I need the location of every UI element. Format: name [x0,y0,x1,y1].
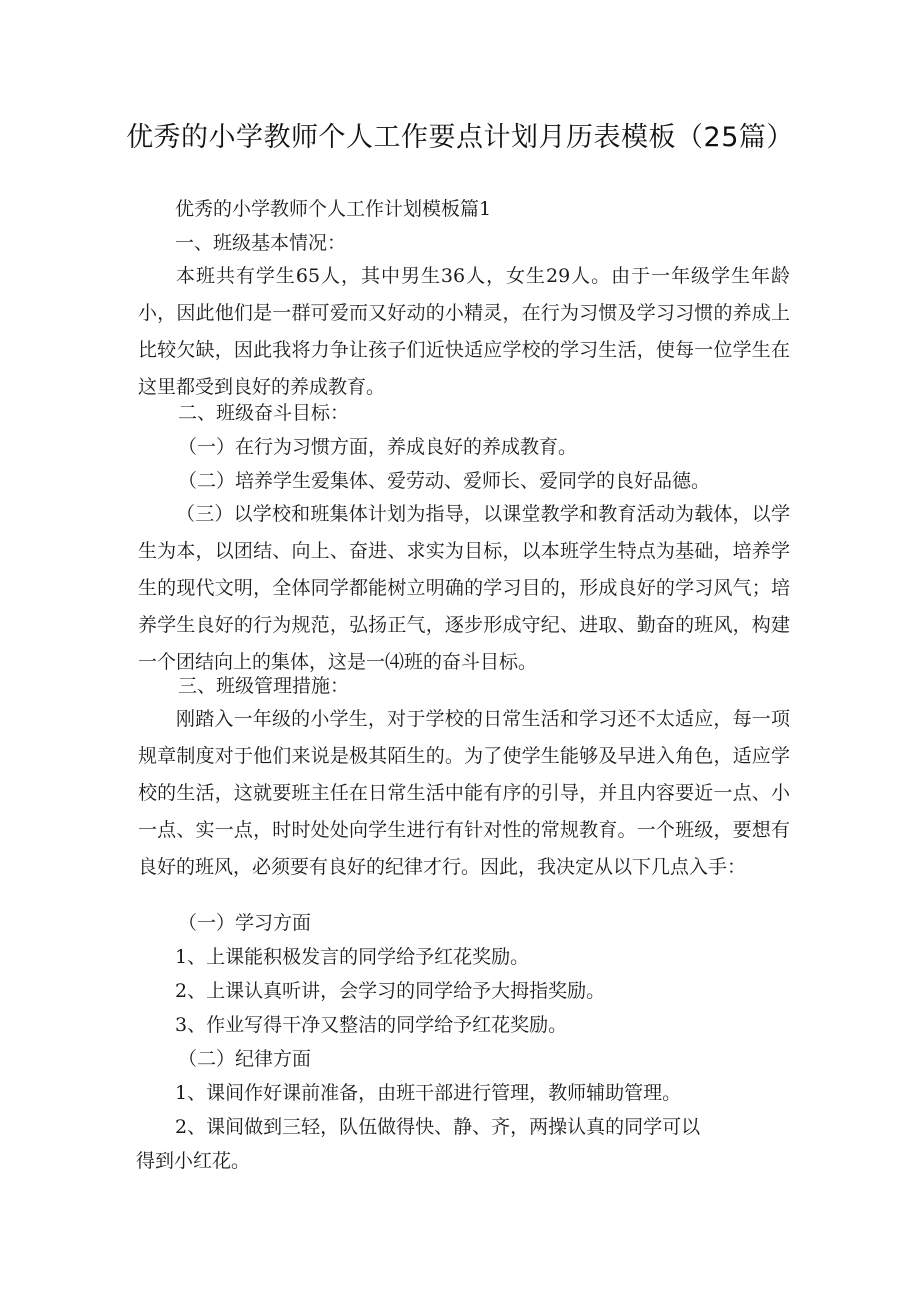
study-item-1: 1、上课能积极发言的同学给予红花奖励。 [175,946,530,968]
goal-3-paragraph: （三）以学校和班集体计划为指导，以课堂教学和教育活动为载体，以学生为本，以团结、向上、奋进、求实为目标，以本班学生特点为基础，培养学生的现代文明，全体同学都能树立明确的学习目的，形成良好的学习风气；培养学生良好的行为规范，弘扬正气，逐步形成守纪、进取、勤奋的班风，构建一个团结向上的集体，这是一⑷班的奋斗目标。 [138,503,790,673]
subtitle: 优秀的小学教师个人工作计划模板篇1 [175,198,492,220]
goal-1: （一）在行为习惯方面，养成良好的养成教育。 [178,436,578,458]
discipline-heading: （二）纪律方面 [178,1048,312,1070]
study-heading: （一）学习方面 [178,912,312,934]
section2-heading: 二、班级奋斗目标： [178,402,350,424]
discipline-item-2: 2、课间做到三轻，队伍做得快、静、齐，两操认真的同学可以 [175,1116,701,1138]
section1-heading: 一、班级基本情况： [175,232,347,254]
section1-paragraph: 本班共有学生65人，其中男生36人，女生29人。由于一年级学生年龄小，因此他们是一群可爱而又好动的小精灵，在行为习惯及学习习惯的养成上比较欠缺，因此我将力争让孩子们近快适应学校的学习生活，使每一位学生在这里都受到良好的养成教育。 [138,265,790,398]
discipline-item-2-continued: 得到小红花。 [136,1150,251,1172]
section3-paragraph: 刚踏入一年级的小学生，对于学校的日常生活和学习还不太适应，每一项规章制度对于他们来说是极其陌生的。为了使学生能够及早进入角色，适应学校的生活，这就要班主任在日常生活中能有序的引导，并且内容要近一点、小一点、实一点，时时处处向学生进行有针对性的常规教育。一个班级，要想有良好的班风，必须要有良好的纪律才行。因此，我决定从以下几点入手： [138,708,790,878]
discipline-item-1: 1、课间作好课前准备，由班干部进行管理，教师辅助管理。 [175,1082,682,1104]
study-item-2: 2、上课认真听讲，会学习的同学给予大拇指奖励。 [175,980,606,1002]
study-item-3: 3、作业写得干净又整洁的同学给予红花奖励。 [175,1014,568,1036]
page-title: 优秀的小学教师个人工作要点计划月历表模板（25篇） [126,122,794,153]
goal-2: （二）培养学生爱集体、爱劳动、爱师长、爱同学的良好品德。 [178,470,711,492]
section3-heading: 三、班级管理措施： [178,675,350,697]
